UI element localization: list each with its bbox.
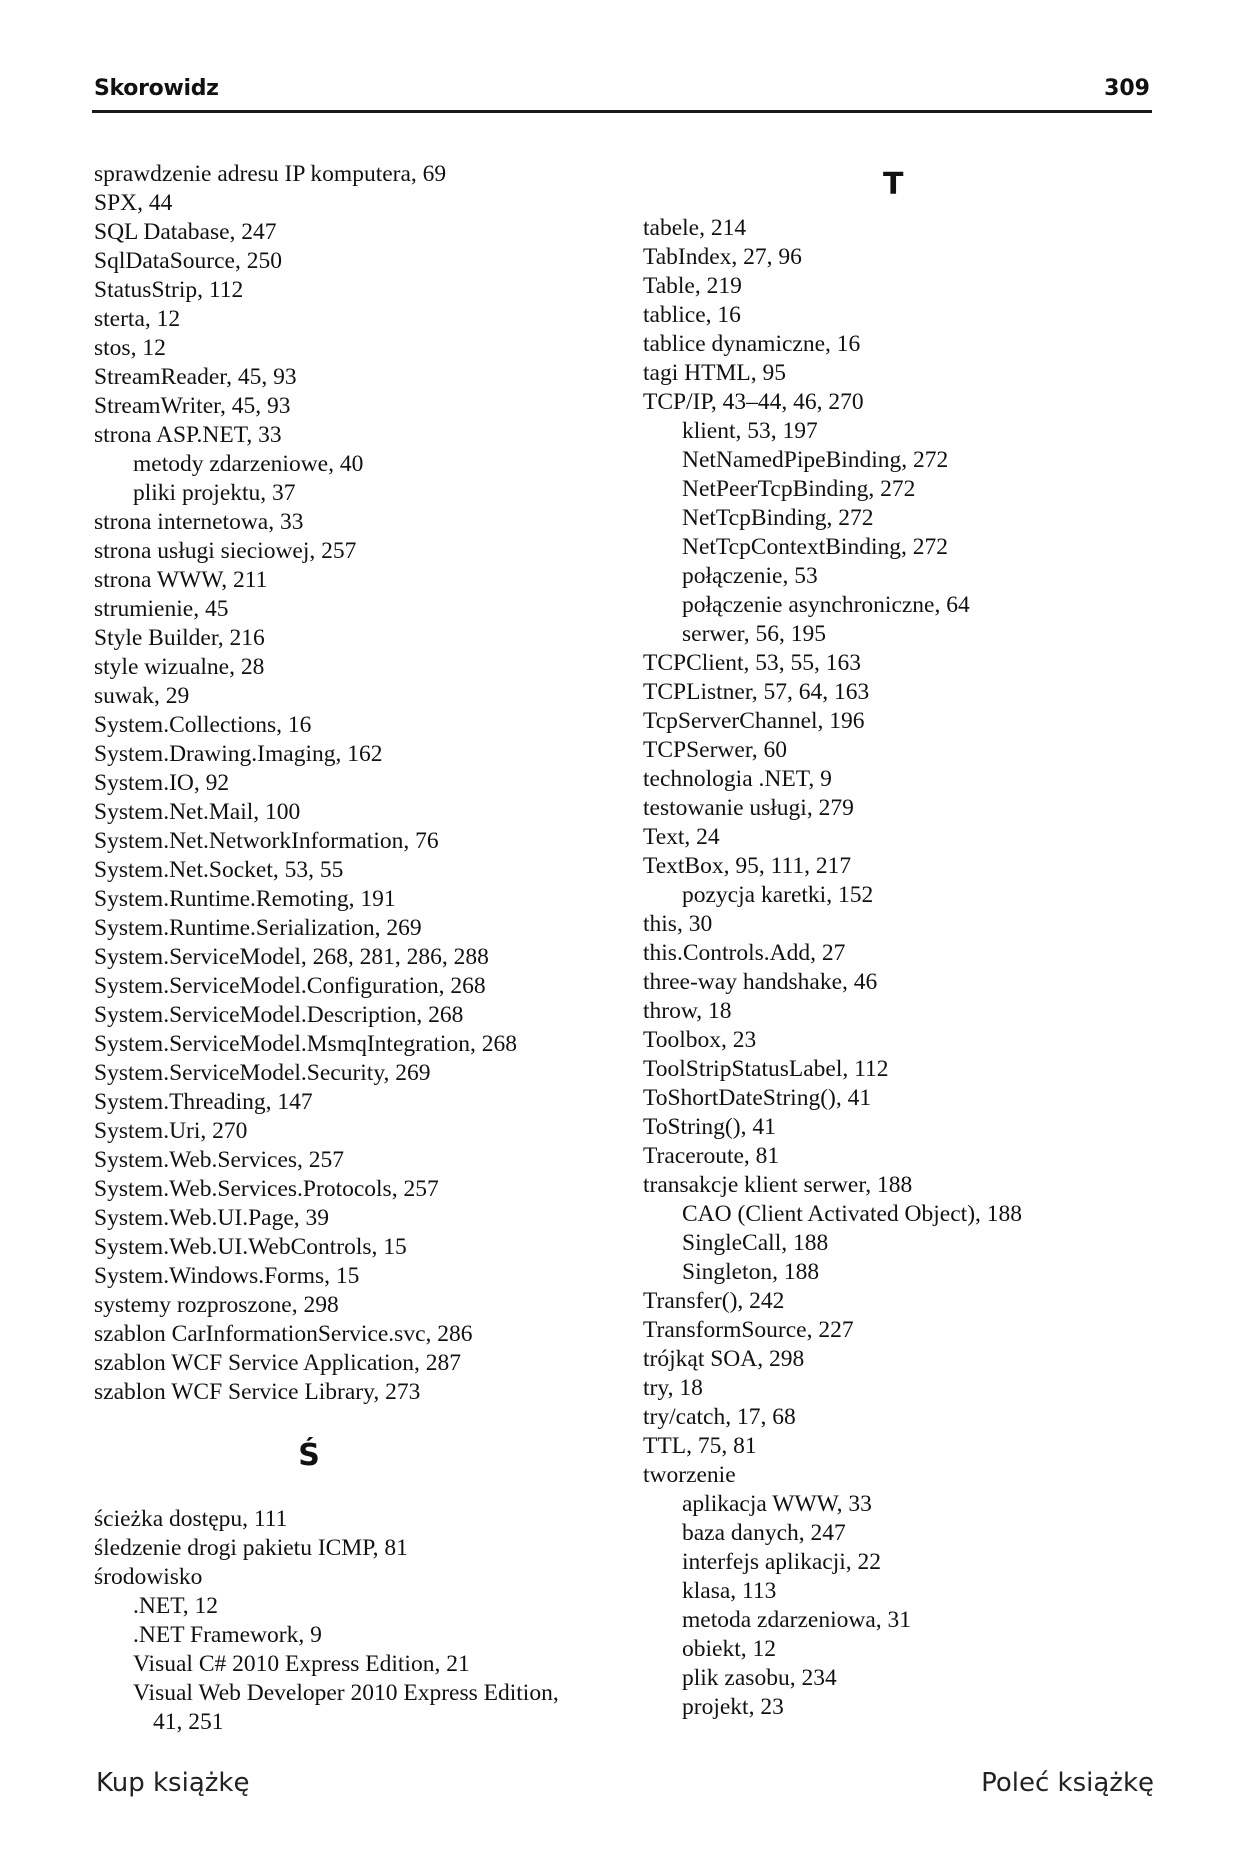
index-entry: TTL, 75, 81 [643,1433,757,1459]
index-subentry: CAO (Client Activated Object), 188 [682,1201,1023,1227]
index-entry: tworzenie [643,1462,736,1488]
index-entry: systemy rozproszone, 298 [94,1292,339,1318]
index-subentry: plik zasobu, 234 [682,1665,837,1691]
section-title: Skorowidz [94,76,219,101]
index-entry: tablice dynamiczne, 16 [643,331,861,357]
index-subentry: SingleCall, 188 [682,1230,829,1256]
index-subentry: metoda zdarzeniowa, 31 [682,1607,912,1633]
index-entry: SQL Database, 247 [94,219,277,245]
index-entry: System.Drawing.Imaging, 162 [94,741,383,767]
index-entry: System.Uri, 270 [94,1118,248,1144]
index-subentry: połączenie asynchroniczne, 64 [682,592,970,618]
index-entry: TCPClient, 53, 55, 163 [643,650,862,676]
index-subentry: .NET, 12 [133,1593,219,1619]
index-subentry: 41, 251 [153,1709,224,1735]
index-entry: trójkąt SOA, 298 [643,1346,805,1372]
index-entry: TcpServerChannel, 196 [643,708,865,734]
index-entry: System.Net.Socket, 53, 55 [94,857,344,883]
index-entry: strona internetowa, 33 [94,509,304,535]
index-subentry: pozycja karetki, 152 [682,882,874,908]
index-entry: Toolbox, 23 [643,1027,757,1053]
index-entry: Table, 219 [643,273,742,299]
index-entry: System.Web.UI.WebControls, 15 [94,1234,407,1260]
index-subentry: aplikacja WWW, 33 [682,1491,872,1517]
index-subentry: klasa, 113 [682,1578,777,1604]
index-entry: System.IO, 92 [94,770,230,796]
index-entry: three-way handshake, 46 [643,969,878,995]
index-entry: System.ServiceModel, 268, 281, 286, 288 [94,944,489,970]
index-entry: try, 18 [643,1375,703,1401]
index-column-right [643,160,1163,1722]
index-entry: this.Controls.Add, 27 [643,940,846,966]
index-entry: throw, 18 [643,998,732,1024]
index-entry: try/catch, 17, 68 [643,1404,796,1430]
index-entry: System.ServiceModel.Configuration, 268 [94,973,486,999]
index-entry: sprawdzenie adresu IP komputera, 69 [94,161,447,187]
index-subentry: .NET Framework, 9 [133,1622,322,1648]
index-subentry: metody zdarzeniowe, 40 [133,451,364,477]
index-letter-heading: T [883,167,904,202]
index-entry: System.Collections, 16 [94,712,312,738]
index-entry: StreamWriter, 45, 93 [94,393,291,419]
index-entry: System.Web.Services.Protocols, 257 [94,1176,439,1202]
index-entry: strona usługi sieciowej, 257 [94,538,357,564]
index-entry: TransformSource, 227 [643,1317,854,1343]
index-subentry: klient, 53, 197 [682,418,818,444]
index-entry: środowisko [94,1564,203,1590]
index-entry: System.ServiceModel.Security, 269 [94,1060,431,1086]
index-subentry: Visual C# 2010 Express Edition, 21 [133,1651,470,1677]
index-entry: tagi HTML, 95 [643,360,786,386]
index-subentry: interfejs aplikacji, 22 [682,1549,882,1575]
index-entry: Text, 24 [643,824,720,850]
page-header [92,76,1152,113]
index-subentry: serwer, 56, 195 [682,621,826,647]
buy-book-link[interactable]: Kup książkę [96,1768,250,1798]
index-entry: System.Net.NetworkInformation, 76 [94,828,439,854]
index-entry: testowanie usługi, 279 [643,795,854,821]
index-entry: System.ServiceModel.MsmqIntegration, 268 [94,1031,517,1057]
index-entry: śledzenie drogi pakietu ICMP, 81 [94,1535,408,1561]
index-entry: System.Runtime.Remoting, 191 [94,886,396,912]
index-entry: Style Builder, 216 [94,625,265,651]
index-subentry: NetTcpContextBinding, 272 [682,534,948,560]
index-subentry: projekt, 23 [682,1694,784,1720]
index-entry: SPX, 44 [94,190,173,216]
index-entry: szablon WCF Service Application, 287 [94,1350,462,1376]
index-entry: System.Runtime.Serialization, 269 [94,915,422,941]
index-column-left [94,160,634,1737]
index-entry: sterta, 12 [94,306,181,332]
index-subentry: NetTcpBinding, 272 [682,505,874,531]
index-entry: strona ASP.NET, 33 [94,422,282,448]
index-entry: strumienie, 45 [94,596,229,622]
index-entry: style wizualne, 28 [94,654,265,680]
index-entry: System.Threading, 147 [94,1089,313,1115]
index-subentry: połączenie, 53 [682,563,818,589]
index-entry: System.Web.Services, 257 [94,1147,345,1173]
index-subentry: Singleton, 188 [682,1259,820,1285]
index-entry: tablice, 16 [643,302,741,328]
index-entry: szablon CarInformationService.svc, 286 [94,1321,473,1347]
index-subentry: baza danych, 247 [682,1520,846,1546]
index-subentry: NetPeerTcpBinding, 272 [682,476,916,502]
index-entry: ścieżka dostępu, 111 [94,1506,288,1532]
page-number: 309 [1104,76,1150,101]
index-entry: System.ServiceModel.Description, 268 [94,1002,464,1028]
index-letter-heading: Ś [298,1438,320,1473]
index-entry: Transfer(), 242 [643,1288,785,1314]
index-entry: stos, 12 [94,335,166,361]
recommend-book-link[interactable]: Poleć książkę [981,1768,1154,1798]
index-entry: technologia .NET, 9 [643,766,832,792]
index-subentry: pliki projektu, 37 [133,480,296,506]
index-entry: ToolStripStatusLabel, 112 [643,1056,889,1082]
index-entry: StreamReader, 45, 93 [94,364,297,390]
index-entry: Traceroute, 81 [643,1143,780,1169]
index-entry: StatusStrip, 112 [94,277,244,303]
index-entry: TabIndex, 27, 96 [643,244,802,270]
index-entry: suwak, 29 [94,683,190,709]
index-entry: TCPListner, 57, 64, 163 [643,679,870,705]
index-entry: System.Net.Mail, 100 [94,799,301,825]
index-entry: tabele, 214 [643,215,747,241]
index-subentry: NetNamedPipeBinding, 272 [682,447,949,473]
index-entry: TextBox, 95, 111, 217 [643,853,852,879]
index-entry: szablon WCF Service Library, 273 [94,1379,421,1405]
index-entry: System.Windows.Forms, 15 [94,1263,360,1289]
index-subentry: obiekt, 12 [682,1636,776,1662]
index-entry: TCPSerwer, 60 [643,737,787,763]
index-entry: ToString(), 41 [643,1114,776,1140]
index-entry: this, 30 [643,911,713,937]
index-subentry: Visual Web Developer 2010 Express Edition, [133,1680,559,1706]
index-entry: SqlDataSource, 250 [94,248,282,274]
index-entry: transakcje klient serwer, 188 [643,1172,913,1198]
index-entry: System.Web.UI.Page, 39 [94,1205,330,1231]
index-entry: ToShortDateString(), 41 [643,1085,872,1111]
index-entry: strona WWW, 211 [94,567,268,593]
index-entry: TCP/IP, 43–44, 46, 270 [643,389,864,415]
